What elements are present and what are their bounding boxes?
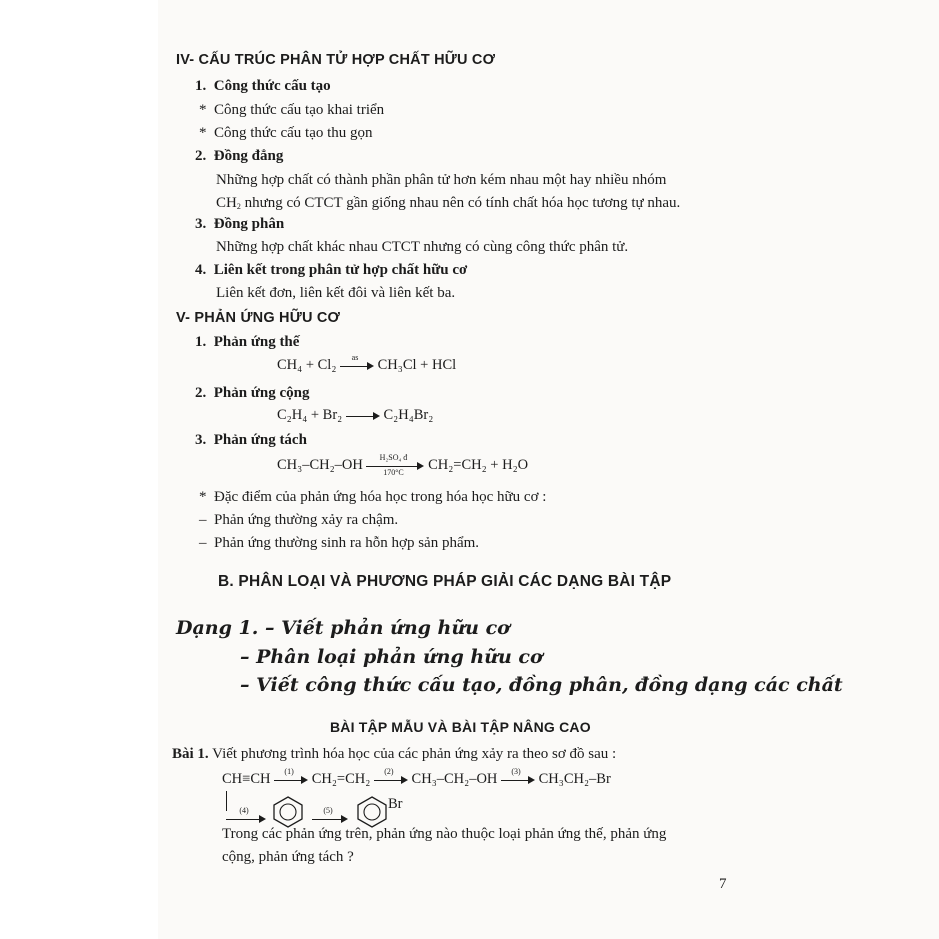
item-3-heading: 3. Đồng phân bbox=[195, 216, 285, 232]
exercise-subheading: BÀI TẬP MẪU VÀ BÀI TẬP NÂNG CAO bbox=[330, 719, 591, 735]
item-2-text-2: $CH_2$ nhưng có CTCT gần giống nhau nên có tính chất hóa học tương tự nhau. bbox=[216, 195, 681, 211]
arrow-2: (2) bbox=[374, 773, 408, 787]
reaction-scheme-row-1: CH≡CH (1) CH₂=CH₂ (2) CH₃–CH₂–OH (3) CH₃CH₂–Br bbox=[222, 766, 611, 787]
reaction-2-heading: 2. Phản ứng cộng bbox=[195, 385, 310, 401]
dang1-line-1: Dạng 1. – Viết phản ứng hữu cơ bbox=[176, 617, 510, 639]
equation-elimination: CH₃–CH₂–OH $\frac{\text{H₂SO₄ đ}}{170^\circ C}$ CH₂=CH₂ + H₂O bbox=[277, 452, 529, 477]
reaction-3-heading: 3. Phản ứng tách bbox=[195, 432, 307, 448]
section-b-title: B. PHÂN LOẠI VÀ PHƯƠNG PHÁP GIẢI CÁC DẠNG BÀI TẬP bbox=[218, 573, 672, 590]
reaction-1-heading: 1. Phản ứng thế bbox=[195, 334, 300, 350]
item-3-text: Những hợp chất khác nhau CTCT nhưng có cùng công thức phân tử. bbox=[216, 239, 629, 255]
bai1-question-2: cộng, phản ứng tách ? bbox=[222, 849, 354, 865]
item-2-text-1: Những hợp chất có thành phần phân tử hơn kém nhau một hay nhiều nhóm bbox=[216, 172, 667, 188]
item-4-text: Liên kết đơn, liên kết đôi và liên kết ba. bbox=[216, 285, 456, 301]
bullet-1: * Công thức cấu tạo khai triển bbox=[199, 102, 385, 118]
bromine-label: Br bbox=[388, 796, 403, 812]
item-1-heading: 1. Công thức cấu tạo bbox=[195, 78, 331, 94]
reaction-arrow: $\frac{\text{H₂SO₄ đ}}{170^\circ C}$ bbox=[366, 459, 424, 473]
arrow-1: (1) bbox=[274, 773, 308, 787]
arrow-4: (4) bbox=[226, 812, 266, 826]
arrow-3: (3) bbox=[501, 773, 535, 787]
benzene-ring-icon bbox=[270, 795, 306, 829]
arrow-5: (5) bbox=[312, 812, 348, 826]
reaction-arrow: as bbox=[340, 359, 374, 373]
dang1-line-2: – Phân loại phản ứng hữu cơ bbox=[240, 646, 543, 668]
section-iv-title: IV- CẤU TRÚC PHÂN TỬ HỢP CHẤT HỮU CƠ bbox=[176, 52, 496, 68]
item-4-heading: 4. Liên kết trong phân tử hợp chất hữu cơ bbox=[195, 262, 468, 278]
equation-substitution: CH₄ + Cl₂ as CH₃Cl + HCl bbox=[277, 352, 457, 373]
section-v-title: V- PHẢN ỨNG HỮU CƠ bbox=[176, 310, 341, 326]
dang1-line-3: – Viết công thức cấu tạo, đồng phân, đồng dạng các chất bbox=[240, 674, 843, 696]
equation-addition: C₂H₄ + Br₂ C₂H₄Br₂ bbox=[277, 407, 434, 423]
reaction-arrow bbox=[346, 409, 380, 423]
item-2-heading: 2. Đồng đẳng bbox=[195, 148, 284, 164]
page-number: 7 bbox=[719, 876, 727, 892]
note-characteristics: * Đặc điểm của phản ứng hóa học trong hóa học hữu cơ : bbox=[199, 489, 547, 505]
bai1-question-1: Trong các phản ứng trên, phản ứng nào thuộc loại phản ứng thế, phản ứng bbox=[222, 826, 667, 842]
bai1-prompt: Bài 1. Viết phương trình hóa học của các phản ứng xảy ra theo sơ đồ sau : bbox=[172, 746, 617, 762]
dash-item-1: – Phản ứng thường xảy ra chậm. bbox=[199, 512, 399, 528]
bromobenzene-ring-icon bbox=[354, 795, 390, 829]
dash-item-2: – Phản ứng thường sinh ra hỗn hợp sản phẩm. bbox=[199, 535, 480, 551]
bullet-2: * Công thức cấu tạo thu gọn bbox=[199, 125, 373, 141]
